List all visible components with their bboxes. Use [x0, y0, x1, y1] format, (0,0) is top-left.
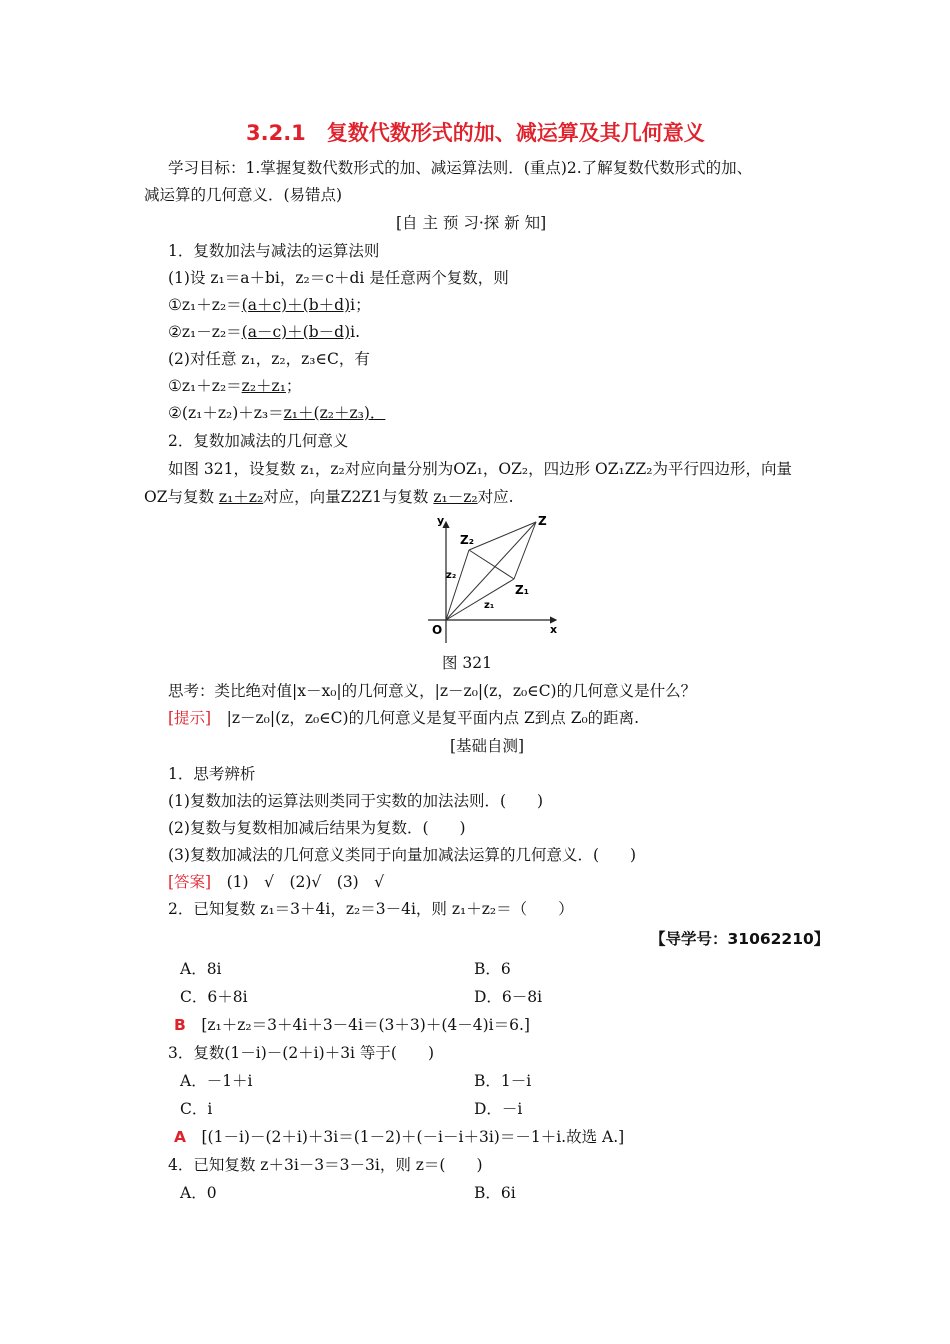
vector-oz1 — [446, 579, 514, 620]
side-z2z — [469, 522, 536, 550]
q1-answer: [答案] (1) √ (2)√ (3) √ — [168, 873, 385, 891]
vector-oz2 — [446, 550, 469, 620]
label-y: y — [437, 514, 445, 527]
q3-option-d: D．－i — [474, 1100, 523, 1118]
heading-rules: 1．复数加法与减法的运算法则 — [168, 242, 380, 260]
q2-option-b: B．6 — [474, 960, 511, 978]
learning-goal-line2: 减运算的几何意义．(易错点) — [144, 186, 343, 204]
answer-letter: B — [174, 1016, 186, 1034]
label-origin: O — [432, 623, 443, 637]
geometry-text-line1: 如图 321，设复数 z₁，z₂对应向量分别为OZ₁，OZ₂，四边形 OZ₁ZZ₂为平行四边形，向量 — [168, 460, 792, 478]
label-z2-vector: z₂ — [446, 570, 457, 581]
q2-reference: 【导学号：31062210】 — [650, 930, 830, 948]
q2-option-c: C．6＋8i — [180, 988, 248, 1006]
answer-blank: z₁＋z₂ — [218, 488, 264, 506]
q2-answer: B [z₁＋z₂＝3＋4i＋3－4i＝(3＋3)＋(4－4)i＝6.] — [174, 1016, 530, 1034]
q1-item1: (1)复数加法的运算法则类同于实数的加法法则．( ) — [168, 792, 544, 810]
vector-z2z1 — [469, 550, 514, 579]
rule-intro: (1)设 z₁＝a＋bi，z₂＝c＋di 是任意两个复数，则 — [168, 269, 509, 287]
rule-subtraction: ②z₁－z₂＝(a－c)＋(b－d)i. — [168, 323, 361, 341]
rule-commutative: ①z₁＋z₂＝z₂＋z₁； — [168, 377, 302, 395]
figure-caption: 图 321 — [442, 654, 493, 672]
q2-option-a: A．8i — [180, 960, 222, 978]
page-title: 3.2.1 复数代数形式的加、减运算及其几何意义 — [246, 121, 705, 145]
think-question: 思考：类比绝对值|x－x₀|的几何意义，|z－z₀|(z，z₀∈C)的几何意义是什么？ — [168, 682, 697, 700]
q4-option-a: A．0 — [180, 1184, 217, 1202]
q2-stem: 2．已知复数 z₁＝3＋4i，z₂＝3－4i，则 z₁＋z₂＝（ ） — [168, 900, 574, 918]
answer-blank: (a＋c)＋(b＋d) — [241, 296, 351, 314]
section-heading-preview: [自 主 预 习·探 新 知] — [396, 214, 547, 232]
answer-letter: A — [174, 1128, 186, 1146]
section-heading-selftest: [基础自测] — [450, 737, 525, 755]
rule-addition: ①z₁＋z₂＝(a＋c)＋(b＋d)i； — [168, 296, 371, 314]
label-z2-point: Z₂ — [460, 533, 474, 547]
q3-answer: A [(1－i)－(2＋i)＋3i＝(1－2)＋(－i－i＋3i)＝－1＋i.故选 A.] — [174, 1128, 625, 1146]
q1-heading: 1．思考辨析 — [168, 765, 256, 783]
rule-laws-intro: (2)对任意 z₁，z₂，z₃∈C，有 — [168, 350, 370, 368]
q2-option-d: D．6－8i — [474, 988, 543, 1006]
answer-blank: z₁－z₂ — [433, 488, 478, 506]
hint: [提示] |z－z₀|(z，z₀∈C)的几何意义是复平面内点 Z到点 Z₀的距离. — [168, 709, 640, 727]
learning-goal-line1: 学习目标：1.掌握复数代数形式的加、减运算法则．(重点)2.了解复数代数形式的加、 — [168, 159, 753, 177]
q3-option-c: C．i — [180, 1100, 213, 1118]
label-z1-point: Z₁ — [515, 583, 529, 597]
geometry-text-line2: OZ与复数 z₁＋z₂对应，向量Z2Z1与复数 z₁－z₂对应. — [144, 488, 514, 506]
answer-blank: (a－c)＋(b－d) — [241, 323, 351, 341]
label-x: x — [550, 623, 558, 636]
q4-option-b: B．6i — [474, 1184, 516, 1202]
q1-item2: (2)复数与复数相加减后结果为复数．( ) — [168, 819, 466, 837]
q4-stem: 4．已知复数 z＋3i－3＝3－3i，则 z＝( ) — [168, 1156, 483, 1174]
heading-geometry: 2．复数加减法的几何意义 — [168, 432, 349, 450]
hint-tag: [提示] — [168, 709, 212, 727]
q1-item3: (3)复数加减法的几何意义类同于向量加减法运算的几何意义．( ) — [168, 846, 637, 864]
label-z: Z — [538, 514, 547, 528]
q3-option-a: A．－1＋i — [180, 1072, 253, 1090]
answer-blank: z₁＋(z₂＋z₃)． — [283, 404, 386, 422]
answer-tag: [答案] — [168, 873, 212, 891]
q3-option-b: B．1－i — [474, 1072, 532, 1090]
parallelogram-figure — [418, 510, 568, 650]
label-z1-vector: z₁ — [484, 600, 495, 611]
side-z1z — [514, 522, 536, 579]
rule-associative: ②(z₁＋z₂)＋z₃＝z₁＋(z₂＋z₃)． — [168, 404, 386, 422]
answer-blank: z₂＋z₁ — [241, 377, 286, 395]
q3-stem: 3．复数(1－i)－(2＋i)＋3i 等于( ) — [168, 1044, 435, 1062]
